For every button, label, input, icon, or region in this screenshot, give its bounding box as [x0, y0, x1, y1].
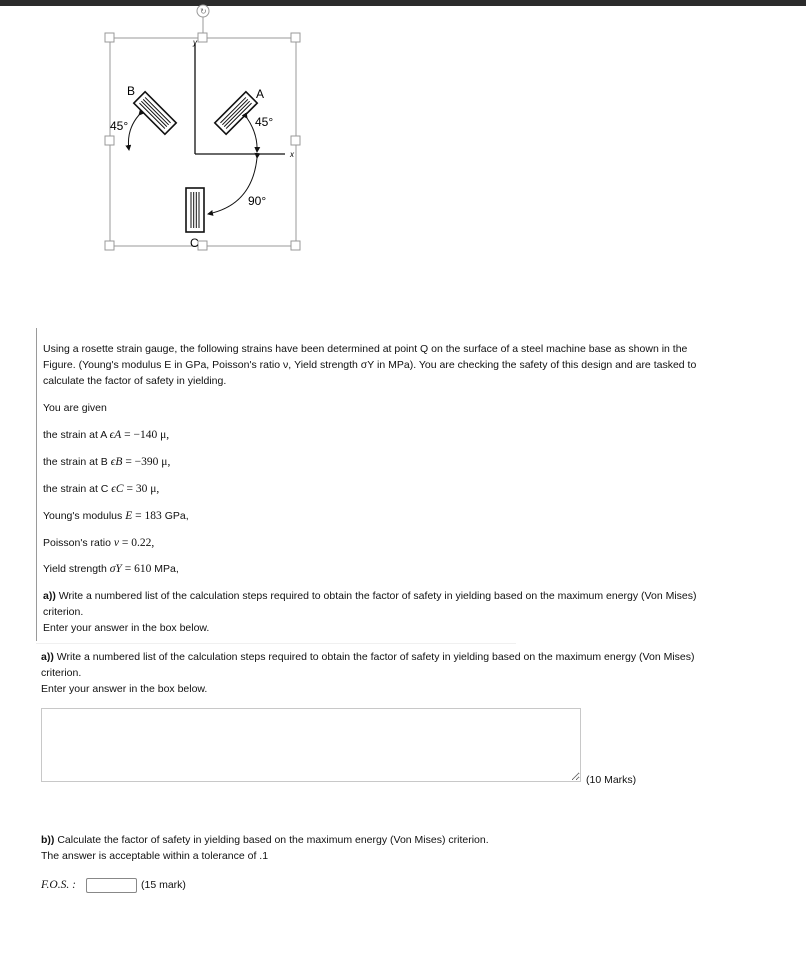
poisson-symbol: ν	[113, 537, 119, 549]
question-b-tolerance: The answer is acceptable within a tolerance of .1	[41, 850, 269, 862]
y-axis-label: y	[193, 38, 197, 47]
question-a-enter: Enter your answer in the box below.	[41, 683, 208, 695]
intro-text: Using a rosette strain gauge, the following strains have been determined at point Q on the surface of a steel machine base as shown in the Figure. (Young's modulus E in GPa, Poisson's ratio ν, Yield strength σY in MPa). You are checking the safety of this design and are tasked to calculate the factor of safety in yielding.	[43, 343, 697, 387]
youngs-unit: GPa,	[164, 510, 189, 522]
gauge-a	[215, 92, 257, 134]
yield-strength	[43, 561, 179, 577]
strain-a-label: the strain at A	[43, 429, 107, 441]
angle-arc-b	[128, 115, 139, 150]
question-a-prefix: a))	[41, 651, 54, 663]
fos-input[interactable]	[86, 878, 137, 893]
question-b-prefix: b))	[41, 834, 55, 846]
yield-label: Yield strength	[43, 563, 107, 575]
question-b-prompt	[41, 832, 489, 864]
question-a-text2: criterion.	[41, 667, 82, 679]
yield-unit: MPa,	[154, 563, 179, 575]
divider	[36, 643, 516, 644]
strain-a	[43, 427, 169, 443]
label-b: B	[127, 84, 136, 98]
strain-a-symbol: ϵA	[109, 429, 122, 441]
youngs-label: Young's modulus	[43, 510, 123, 522]
strain-b-symbol: ϵB	[110, 456, 123, 468]
part-a-enter: Enter your answer in the box below.	[43, 622, 210, 634]
problem-statement	[36, 328, 717, 641]
rotate-icon: ↻	[200, 7, 207, 16]
given-label: You are given	[43, 402, 107, 414]
strain-c-label: the strain at C	[43, 483, 109, 495]
angle-b-label: 45°	[110, 119, 129, 133]
yield-symbol: σY	[109, 563, 122, 575]
poisson-ratio	[43, 535, 154, 551]
fos-label: F.O.S. :	[41, 879, 76, 891]
strain-b-label: the strain at B	[43, 456, 108, 468]
gauge-b	[134, 92, 176, 134]
question-b-marks: (15 mark)	[141, 879, 186, 891]
angle-a-label: 45°	[255, 115, 274, 129]
x-axis-label: x	[290, 150, 294, 159]
part-a-text2: criterion.	[43, 606, 84, 618]
part-a-prefix: a))	[43, 590, 56, 602]
question-a-marks: (10 Marks)	[586, 774, 637, 786]
part-a-prompt	[43, 588, 703, 636]
part-a-text: Write a numbered list of the calculation steps required to obtain the factor of safety in yielding based on the maximum energy (Von Mises)	[58, 590, 697, 602]
strain-c-value: = 30 μ,	[126, 483, 160, 495]
strain-c-symbol: ϵC	[111, 483, 124, 495]
youngs-value: = 183	[135, 510, 162, 522]
rosette-figure	[0, 0, 806, 260]
question-a-prompt	[41, 649, 721, 697]
angle-c-label: 90°	[248, 194, 267, 208]
youngs-modulus	[43, 508, 189, 524]
answer-a-textarea[interactable]	[41, 708, 581, 782]
question-a-text: Write a numbered list of the calculation steps required to obtain the factor of safety in yielding based on the maximum energy (Von Mises)	[56, 651, 695, 663]
poisson-value: = 0.22,	[121, 537, 155, 549]
label-a: A	[256, 87, 265, 101]
strain-c	[43, 481, 159, 497]
strain-b-value: = −390 μ,	[125, 456, 171, 468]
poisson-label: Poisson's ratio	[43, 537, 111, 549]
gauge-c	[186, 188, 204, 232]
strain-b	[43, 454, 170, 470]
youngs-symbol: E	[125, 510, 133, 522]
question-b-text: Calculate the factor of safety in yielding based on the maximum energy (Von Mises) criterion.	[57, 834, 489, 846]
yield-value: = 610	[124, 563, 152, 575]
strain-a-value: = −140 μ,	[124, 429, 170, 441]
label-c: C	[190, 236, 199, 250]
